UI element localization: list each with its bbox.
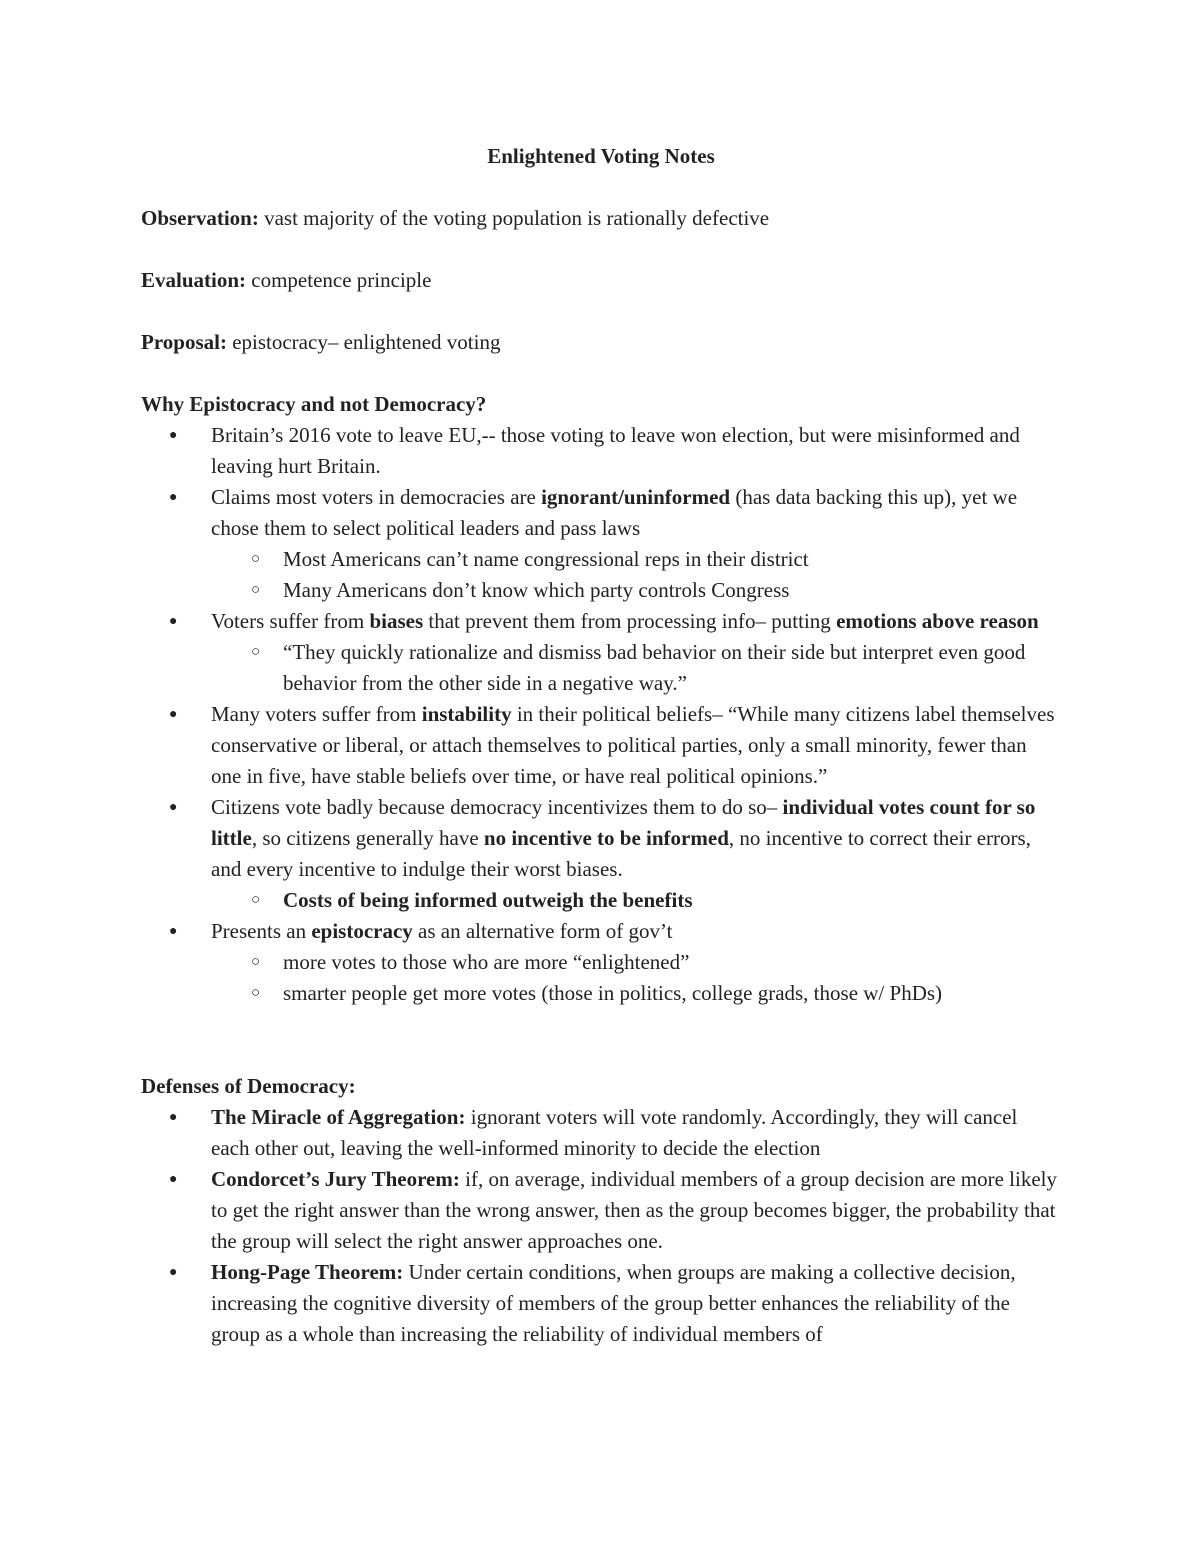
defense-text: if, on average, individual members of a group decision are more likely to get the right answer than the wrong answer, then as the group becomes bigger, the probability that the group will select the right answer approaches one.: [211, 1167, 1058, 1253]
defense-label: Condorcet’s Jury Theorem:: [211, 1167, 460, 1191]
emphasis-text: ignorant/uninformed: [541, 485, 731, 509]
sub-bullet-icon: ○: [251, 985, 261, 1001]
bullet-icon: ●: [169, 490, 178, 505]
observation-label: Observation:: [141, 206, 259, 230]
list-item-text: Citizens vote badly because democracy incentivizes them to do so–: [211, 795, 783, 819]
list-item: [141, 606, 1061, 699]
list-item-text: that prevent them from processing info– putting: [423, 609, 837, 633]
list-item-text: in their political beliefs– “While many citizens label themselves conservative or liberal, or attach themselves to political parties, only a small minority, fewer than one in five, have stable beliefs over time, or have real political opinions.”: [211, 702, 1055, 788]
bullet-icon: ●: [169, 800, 178, 815]
sub-bullet-icon: ○: [251, 644, 261, 660]
sub-list-item-text: smarter people get more votes (those in politics, college grads, those w/ PhDs): [283, 981, 943, 1005]
list-item-text: , so citizens generally have: [251, 826, 484, 850]
sub-list-item: [141, 575, 1061, 606]
emphasis-text: emotions above reason: [836, 609, 1039, 633]
list-item: [141, 482, 1061, 606]
bullet-icon: ●: [169, 1172, 178, 1187]
sub-bullet-icon: ○: [251, 551, 261, 567]
observation-paragraph: [141, 203, 1061, 234]
defense-label: The Miracle of Aggregation:: [211, 1105, 466, 1129]
bullet-icon: ●: [169, 1265, 178, 1280]
why-epistocracy-heading: Why Epistocracy and not Democracy?: [141, 392, 487, 416]
evaluation-text: competence principle: [246, 268, 432, 292]
sub-list-item: [141, 885, 1061, 916]
defense-text: Under certain conditions, when groups are making a collective decision, increasing the cognitive diversity of members of the group better enhances the reliability of the group as a whole than increasing the reliability of individual members of: [211, 1260, 1016, 1346]
sub-list-item-text: Costs of being informed outweigh the benefits: [283, 888, 693, 912]
list-item: [141, 792, 1061, 916]
defense-text: ignorant voters will vote randomly. Accordingly, they will cancel each other out, leaving the well-informed minority to decide the election: [211, 1105, 1018, 1160]
defense-label: Hong-Page Theorem:: [211, 1260, 404, 1284]
sub-list-item: [141, 637, 1061, 699]
evaluation-label: Evaluation:: [141, 268, 247, 292]
list-item: [141, 1257, 1061, 1350]
sub-list-item-text: Many Americans don’t know which party controls Congress: [283, 578, 790, 602]
bullet-icon: ●: [169, 1110, 178, 1125]
sub-bullet-icon: ○: [251, 582, 261, 598]
sub-list: [211, 885, 1061, 916]
list-item-text: (has data backing this up), yet we chose them to select political leaders and pass laws: [211, 485, 1018, 540]
sub-list: [211, 544, 1061, 606]
emphasis-text: no incentive to be informed: [483, 826, 729, 850]
emphasis-text: biases: [369, 609, 424, 633]
list-item: [141, 1164, 1061, 1257]
emphasis-text: individual votes count for so little: [211, 795, 1036, 850]
list-item-text: Voters suffer from: [211, 609, 370, 633]
list-item-text: , no incentive to correct their errors, and every incentive to indulge their worst biases.: [211, 826, 1031, 881]
document-title: Enlightened Voting Notes: [487, 144, 715, 168]
document-body: [141, 141, 1061, 1350]
sub-list-item: [141, 978, 1061, 1009]
sub-list: [211, 637, 1061, 699]
sub-bullet-icon: ○: [251, 954, 261, 970]
sub-list: [211, 947, 1061, 1009]
evaluation-paragraph: [141, 265, 1061, 296]
emphasis-text: epistocracy: [311, 919, 413, 943]
bullet-icon: ●: [169, 614, 178, 629]
proposal-label: Proposal:: [141, 330, 227, 354]
sub-list-item-text: “They quickly rationalize and dismiss bad behavior on their side but interpret even good behavior from the other side in a negative way.”: [283, 640, 1026, 695]
proposal-text: epistocracy– enlightened voting: [226, 330, 501, 354]
why-epistocracy-list: [141, 420, 1061, 1009]
list-item: [141, 699, 1061, 792]
list-item: [141, 420, 1061, 482]
bullet-icon: ●: [169, 428, 178, 443]
section-spacer: [141, 1009, 1061, 1071]
proposal-paragraph: [141, 327, 1061, 358]
bullet-icon: ●: [169, 924, 178, 939]
list-item-text: as an alternative form of gov’t: [412, 919, 673, 943]
defenses-list: [141, 1102, 1061, 1350]
emphasis-text: instability: [421, 702, 512, 726]
list-item-text: Claims most voters in democracies are: [211, 485, 542, 509]
list-item: [141, 916, 1061, 1009]
sub-list-item-text: Most Americans can’t name congressional reps in their district: [283, 547, 809, 571]
list-item-text: Britain’s 2016 vote to leave EU,-- those voting to leave won election, but were misinformed and leaving hurt Britain.: [211, 423, 1020, 478]
bullet-icon: ●: [169, 707, 178, 722]
list-item: [141, 1102, 1061, 1164]
list-item-text: Many voters suffer from: [211, 702, 422, 726]
list-item-text: Presents an: [211, 919, 312, 943]
defenses-heading: Defenses of Democracy:: [141, 1074, 356, 1098]
sub-list-item: [141, 544, 1061, 575]
observation-text: vast majority of the voting population is rationally defective: [258, 206, 770, 230]
sub-bullet-icon: ○: [251, 892, 261, 908]
sub-list-item-text: more votes to those who are more “enlightened”: [283, 950, 690, 974]
sub-list-item: [141, 947, 1061, 978]
